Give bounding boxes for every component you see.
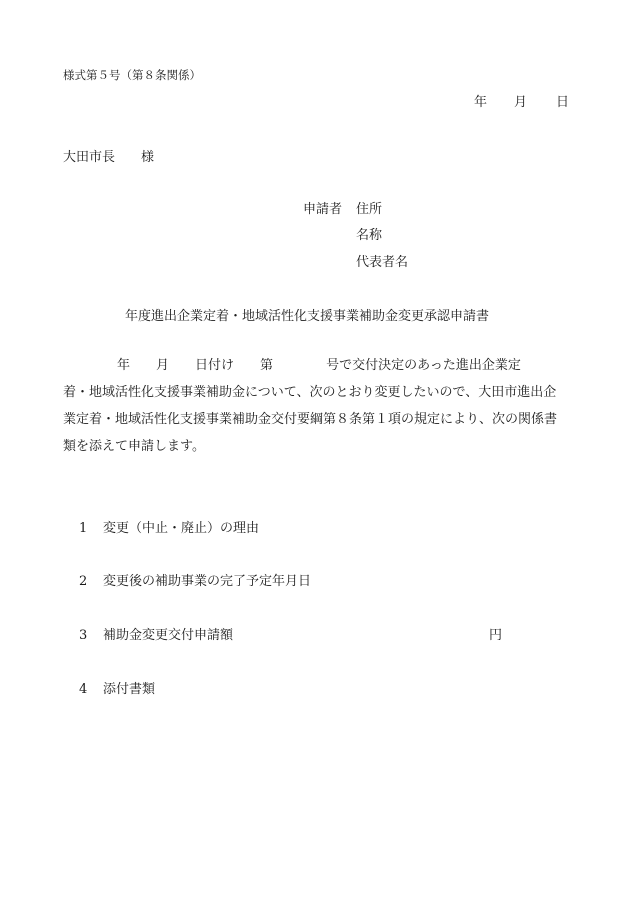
name-label: 名称 (356, 228, 383, 243)
body-line-2: 着・地域活性化支援事業補助金について、次のとおり変更したいので、大田市進出企 (63, 385, 557, 400)
item-2-number: 2 (79, 574, 88, 589)
addressee: 大田市長 様 (63, 150, 155, 165)
item-4-text: 添付書類 (103, 682, 156, 697)
document-title: 年度進出企業定着・地域活性化支援事業補助金変更承認申請書 (125, 309, 490, 324)
item-3-text: 補助金変更交付申請額 (103, 628, 234, 643)
body-line-1 (63, 358, 521, 374)
item-1-text: 変更（中止・廃止）の理由 (103, 521, 260, 536)
yen-unit: 円 (489, 628, 503, 643)
body-month: 月 (156, 358, 170, 373)
body-date-suffix: 日付け (195, 358, 235, 373)
representative-label: 代表者名 (356, 255, 409, 270)
date-year-label: 年 (474, 95, 488, 110)
item-2-text: 変更後の補助事業の完了予定年月日 (103, 574, 312, 589)
date-day-label: 日 (556, 95, 570, 110)
item-4-number: 4 (79, 682, 88, 697)
body-line1-rest: 号で交付決定のあった進出企業定 (326, 358, 521, 373)
body-year: 年 (117, 358, 131, 373)
item-1-number: 1 (79, 521, 88, 536)
applicant-label: 申請者 (303, 202, 343, 217)
item-3-number: 3 (79, 628, 88, 643)
form-number: 様式第５号（第８条関係） (63, 68, 201, 82)
body-line-4: 類を添えて申請します。 (63, 439, 205, 454)
body-line-3: 業定着・地域活性化支援事業補助金交付要綱第８条第１項の規定により、次の関係書 (63, 412, 558, 427)
date-month-label: 月 (514, 95, 528, 110)
address-label: 住所 (356, 202, 383, 217)
body-number-prefix: 第 (260, 358, 274, 373)
